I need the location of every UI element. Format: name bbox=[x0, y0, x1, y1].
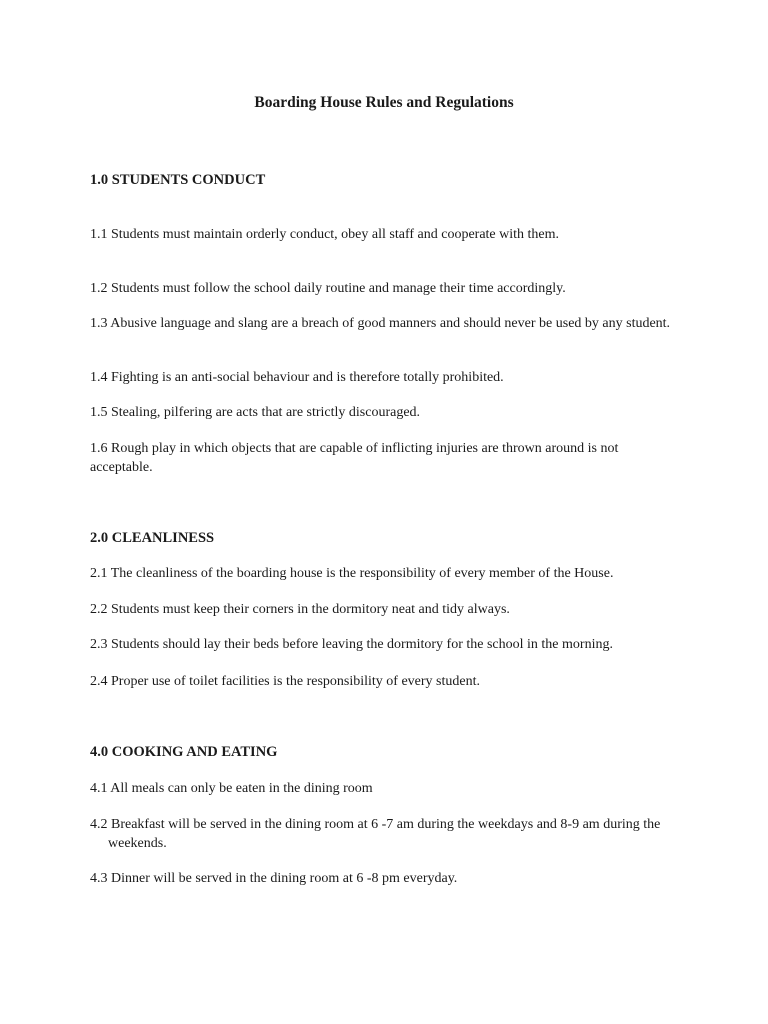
rule-1-4: 1.4 Fighting is an anti-social behaviour and is therefore totally prohibited. bbox=[90, 370, 504, 385]
rule-4-2: 4.2 Breakfast will be served in the dining room at 6 -7 am during the weekdays and 8-9 am during the weekends. bbox=[90, 817, 661, 851]
section-heading-cooking-and-eating: 4.0 COOKING AND EATING bbox=[90, 744, 278, 760]
rule-1-6: 1.6 Rough play in which objects that are capable of inflicting injuries are thrown around is not acceptable. bbox=[90, 441, 619, 475]
rule-1-3: 1.3 Abusive language and slang are a breach of good manners and should never be used by any student. bbox=[90, 316, 671, 331]
section-heading-students-conduct: 1.0 STUDENTS CONDUCT bbox=[90, 172, 266, 188]
rule-1-5: 1.5 Stealing, pilfering are acts that are strictly discouraged. bbox=[90, 405, 421, 420]
rule-2-2: 2.2 Students must keep their corners in the dormitory neat and tidy always. bbox=[90, 602, 510, 617]
rule-4-3: 4.3 Dinner will be served in the dining room at 6 -8 pm everyday. bbox=[90, 871, 458, 886]
rule-1-1: 1.1 Students must maintain orderly conduct, obey all staff and cooperate with them. bbox=[90, 227, 560, 242]
section-heading-cleanliness: 2.0 CLEANLINESS bbox=[90, 530, 215, 546]
document-title: Boarding House Rules and Regulations bbox=[254, 94, 514, 111]
rule-2-1: 2.1 The cleanliness of the boarding house is the responsibility of every member of the House. bbox=[90, 566, 614, 581]
rule-2-3: 2.3 Students should lay their beds before leaving the dormitory for the school in the morning. bbox=[90, 637, 613, 652]
rule-1-2: 1.2 Students must follow the school daily routine and manage their time accordingly. bbox=[90, 281, 566, 296]
rule-2-4: 2.4 Proper use of toilet facilities is the responsibility of every student. bbox=[90, 674, 480, 689]
rule-4-1: 4.1 All meals can only be eaten in the dining room bbox=[90, 781, 373, 796]
